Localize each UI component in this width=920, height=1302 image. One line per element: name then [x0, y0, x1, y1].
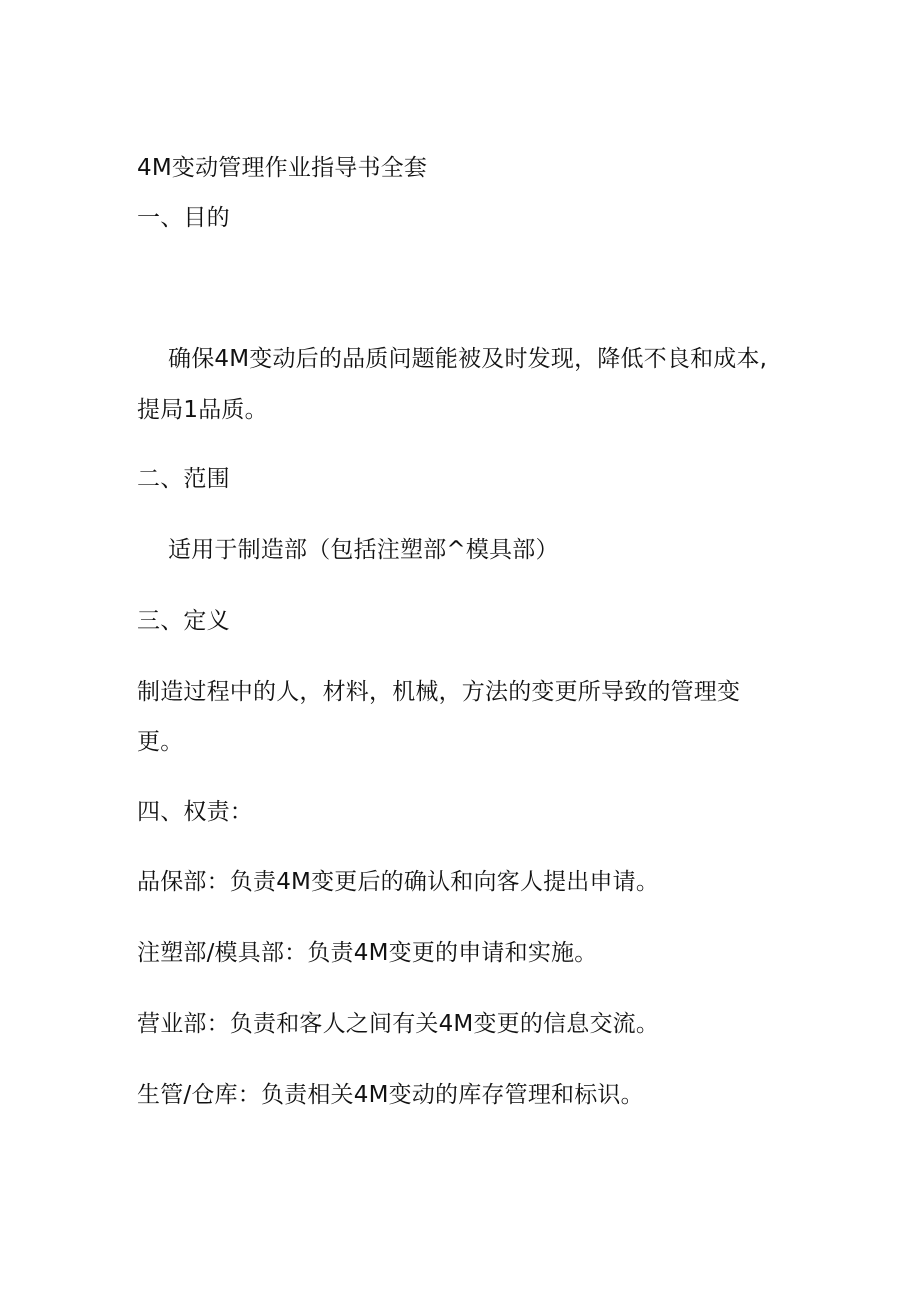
- definition-paragraph-line-2: 更。: [137, 729, 184, 755]
- purpose-paragraph-line-2: 提局1品质。: [137, 397, 268, 423]
- section-heading-responsibilities: 四、权责：: [137, 799, 253, 825]
- responsibility-molding-dept: 注塑部/模具部：负责4M变更的申请和实施。: [137, 940, 598, 966]
- responsibility-quality-dept: 品保部：负责4M变更后的确认和向客人提出申请。: [137, 869, 660, 895]
- responsibility-sales-dept: 营业部：负责和客人之间有关4M变更的信息交流。: [137, 1011, 660, 1037]
- section-heading-definition: 三、定义: [137, 608, 230, 634]
- section-heading-purpose: 一、目的: [137, 205, 230, 231]
- section-heading-scope: 二、范围: [137, 466, 230, 492]
- scope-paragraph-line-1: 适用于制造部（包括注塑部^模具部）: [168, 537, 559, 563]
- document-title: 4M变动管理作业指导书全套: [137, 155, 428, 181]
- responsibility-production-warehouse: 生管/仓库：负责相关4M变动的库存管理和标识。: [137, 1082, 644, 1108]
- purpose-paragraph-line-1: 确保4M变动后的品质问题能被及时发现，降低不良和成本,: [168, 346, 768, 372]
- definition-paragraph-line-1: 制造过程中的人，材料，机械，方法的变更所导致的管理变: [137, 679, 741, 705]
